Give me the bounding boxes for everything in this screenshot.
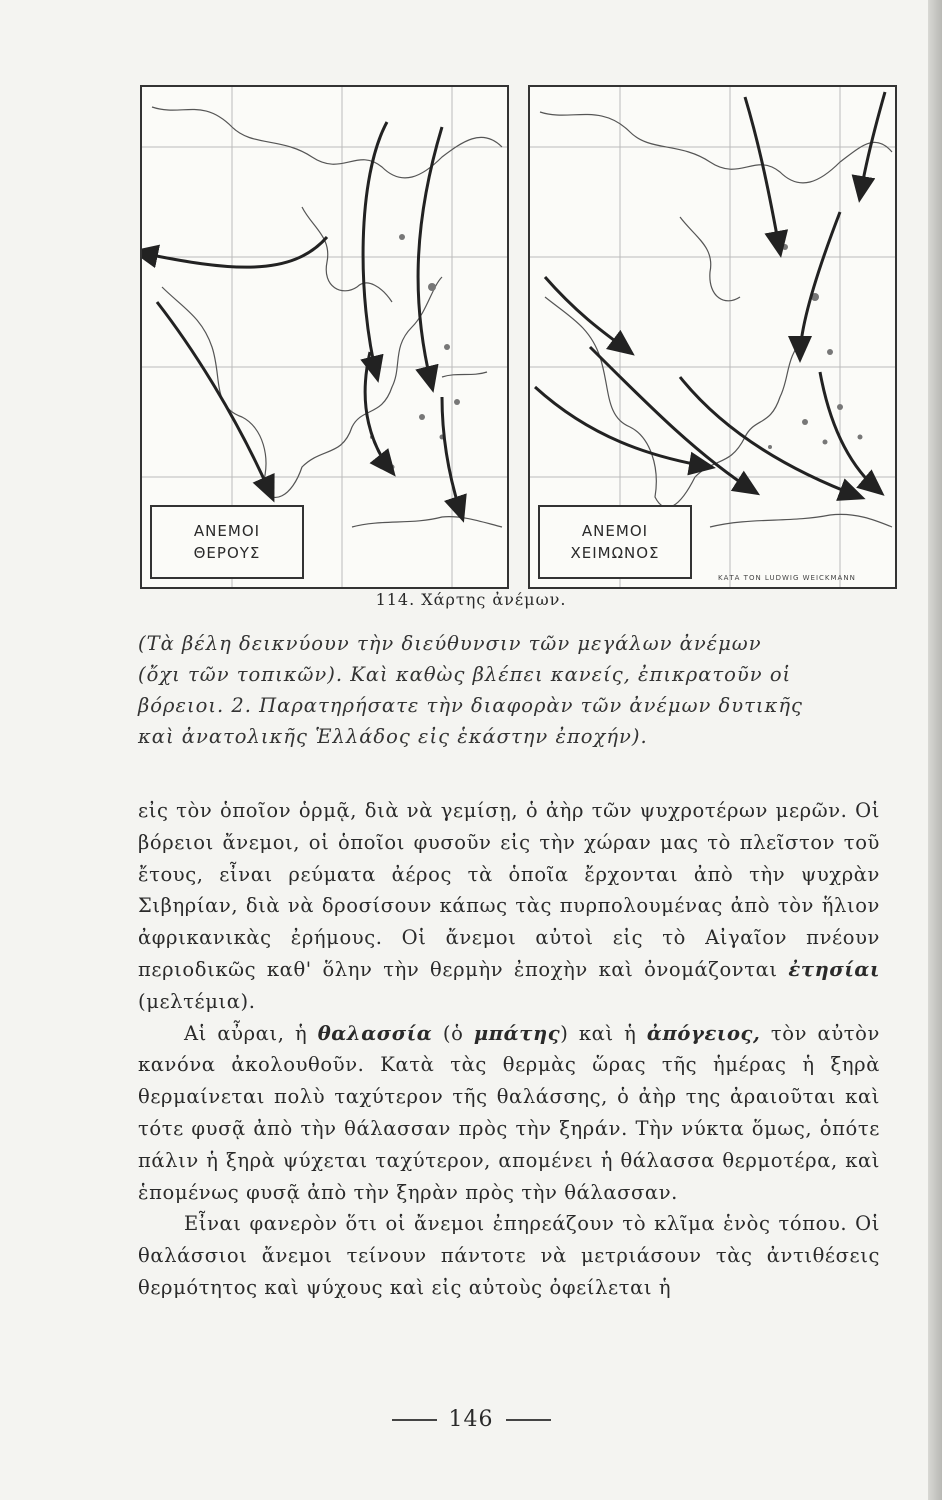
paragraph-2-start: Αἱ αὖραι, ἡ <box>184 1021 308 1045</box>
figure-note-line-4: καὶ ἀνατολικῆς Ἑλλάδος εἰς ἑκάστην ἐποχήν). <box>138 725 648 748</box>
dash-left <box>392 1419 437 1421</box>
paragraph-2-rest: τὸν αὐτὸν κανόνα ἀκολουθοῦν. Κατὰ τὰς θερμὰς ὥρας τῆς ἡμέρας ἡ ξηρὰ θερμαίνεται πολὺ ταχύτερον τῆς θαλάσσης, ὁ ἀὴρ της ἀραιοῦται καὶ τότε φυσᾷ ἀπὸ τὴν θάλασσαν πρὸς τὴν ξηράν. Τὴν νύκτα ὅμως, ὁπότε πάλιν ἡ ξηρὰ ψύχεται ταχύτερον, απομένει ἡ θάλασσα θερμοτέρα, καὶ ἑπομένως φυσᾷ ἀπὸ τὴν ξηρὰν πρὸς τὴν θάλασσαν. <box>138 1021 880 1204</box>
islands <box>370 234 460 470</box>
paragraph-2 <box>138 1018 880 1209</box>
paragraph-1-end: (μελτέμια). <box>138 989 256 1013</box>
islands <box>768 244 863 449</box>
term-apogeios: ἀπόγειος, <box>646 1021 761 1045</box>
figure-note-line-2: (ὄχι τῶν τοπικῶν). Καὶ καθὼς βλέπει κανείς, ἐπικρατοῦν οἱ <box>138 663 792 686</box>
term-mpatis: μπάτης <box>473 1021 561 1045</box>
body-text <box>138 795 880 1304</box>
dash-right <box>506 1419 551 1421</box>
page-number-footer <box>0 1407 942 1432</box>
paragraph-1-text: εἰς τὸν ὁποῖον ὁρμᾷ, διὰ νὰ γεμίσῃ, ὁ ἀὴρ τῶν ψυχροτέρων μερῶν. Οἱ βόρειοι ἄνεμοι, οἱ ὁποῖοι φυσοῦν εἰς τὴν χώραν μας τὸ πλεῖστον τοῦ ἔτους, εἶναι ρεύματα ἀέρος τὰ ὁποῖα ἔρχονται ἀπὸ τὴν ψυχρὰν Σιβηρίαν, διὰ νὰ δροσίσουν κάπως τὰς πυρπολουμένας ἀπὸ τὸν ἥλιον ἀφρικανικὰς ἐρήμους. Οἱ ἄνεμοι αὐτοὶ εἰς τὸ Αἰγαῖον πνέουν περιοδικῶς καθ' ὅλην τὴν θερμὴν ἐποχὴν καὶ ὀνομάζονται <box>138 799 880 981</box>
page-edge <box>928 0 942 1500</box>
figure-note <box>138 628 878 752</box>
term-etesiai: ἐτησίαι <box>788 957 880 981</box>
paragraph-3: Εἶναι φανερὸν ὅτι οἱ ἄνεμοι ἐπηρεάζουν τὸ κλῖμα ἑνὸς τόπου. Οἱ θαλάσσιοι ἄνεμοι τείνουν πάντοτε νὰ μετριάσουν τὰς ἀντιθέσεις θερμότητος καὶ ψύχους καὶ εἰς αὐτοὺς ὀφείλεται ἡ <box>138 1212 880 1299</box>
paragraph-1 <box>138 795 880 1018</box>
map-winter-label-line2: ΧΕΙΜΩΝΟΣ <box>570 544 660 562</box>
figure-note-line-3: βόρειοι. 2. Παρατηρήσατε τὴν διαφορὰν τῶν ἀνέμων δυτικῆς <box>138 694 803 717</box>
figure-note-line-1: (Τὰ βέλη δεικνύουν τὴν διεύθυνσιν τῶν μεγάλων ἀνέμων <box>138 632 762 655</box>
map-credit: ΚΑΤΑ ΤΟΝ LUDWIG WEICKMANN <box>718 574 856 582</box>
term-thalassia: θαλασσία <box>317 1021 433 1045</box>
map-winter-winds <box>528 85 897 589</box>
page-number: 146 <box>448 1407 494 1432</box>
map-summer-winds <box>140 85 509 589</box>
map-summer-label-line1: ΑΝΕΜΟΙ <box>193 522 261 540</box>
map-winter-label-line1: ΑΝΕΜΟΙ <box>581 522 649 540</box>
figure-caption: 114. Χάρτης ἀνέμων. <box>375 590 567 609</box>
paragraph-2-mid1: (ὁ <box>442 1021 464 1045</box>
wind-arrows <box>535 92 885 497</box>
map-winter-label <box>538 505 692 579</box>
wind-arrows <box>142 122 462 517</box>
map-summer-label <box>150 505 304 579</box>
map-summer-label-line2: ΘΕΡΟΥΣ <box>193 544 261 562</box>
paragraph-2-mid2: ) καὶ ἡ <box>560 1021 637 1045</box>
